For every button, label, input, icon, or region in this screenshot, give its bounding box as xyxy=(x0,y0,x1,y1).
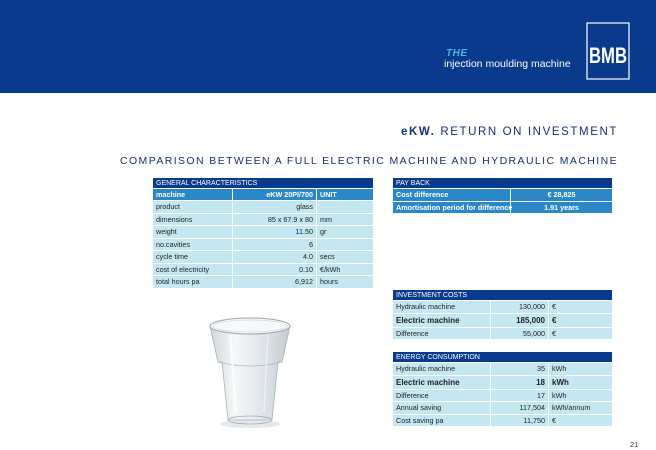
table-caption-row xyxy=(393,178,613,189)
row-label: product xyxy=(153,201,233,214)
row-label: Hydraulic machine xyxy=(393,363,491,376)
page-title xyxy=(401,126,618,138)
row-value: 35 xyxy=(491,363,549,376)
table-row xyxy=(393,201,613,214)
row-value: 185,000 xyxy=(491,313,549,327)
payback-table xyxy=(392,177,613,214)
row-unit xyxy=(317,238,374,251)
row-unit: kWh xyxy=(549,363,613,376)
bmb-logo xyxy=(586,22,630,80)
table-row xyxy=(393,301,613,314)
row-unit: € xyxy=(549,414,613,427)
bmb-logo-mark xyxy=(586,22,630,80)
row-value: 6,912 xyxy=(233,276,317,289)
row-label: Cost saving pa xyxy=(393,414,491,427)
table-row xyxy=(393,327,613,340)
row-unit: € xyxy=(549,313,613,327)
row-label: Cost difference xyxy=(393,189,511,202)
table-row xyxy=(153,201,374,214)
row-value: 130,000 xyxy=(491,301,549,314)
table-row xyxy=(393,363,613,376)
row-unit: kWh xyxy=(549,375,613,389)
table-row xyxy=(393,189,613,202)
cup-illustration xyxy=(200,312,300,430)
row-value: 0.10 xyxy=(233,263,317,276)
row-unit: kWh xyxy=(549,389,613,402)
table-row xyxy=(393,313,613,327)
row-label: Hydraulic machine xyxy=(393,301,491,314)
row-value: 4.0 xyxy=(233,251,317,264)
table-row xyxy=(393,375,613,389)
row-unit: hours xyxy=(317,276,374,289)
row-unit xyxy=(317,201,374,214)
investment-costs-table xyxy=(392,289,613,340)
row-label: dimensions xyxy=(153,213,233,226)
table-row xyxy=(393,389,613,402)
row-label: Electric machine xyxy=(393,313,491,327)
row-label: weight xyxy=(153,226,233,239)
header-band xyxy=(0,0,656,93)
row-unit: €/kWh xyxy=(317,263,374,276)
table-caption-row xyxy=(393,290,613,301)
tagline-the: THE xyxy=(446,48,468,59)
energy-consumption-table xyxy=(392,351,613,427)
page-title-bold: eKW. xyxy=(401,126,436,138)
table-caption: PAY BACK xyxy=(393,178,613,189)
row-value: 11.50 xyxy=(233,226,317,239)
row-unit: gr xyxy=(317,226,374,239)
table-row xyxy=(153,238,374,251)
table-header-row xyxy=(153,189,374,201)
table-row xyxy=(153,226,374,239)
row-label: Annual saving xyxy=(393,402,491,415)
table-caption: GENERAL CHARACTERISTICS xyxy=(153,178,374,189)
table-row xyxy=(393,402,613,415)
row-value: 6 xyxy=(233,238,317,251)
brand-tagline xyxy=(444,48,571,70)
general-characteristics-table xyxy=(152,177,374,289)
table-caption-row xyxy=(393,352,613,363)
column-header: UNIT xyxy=(317,189,374,201)
page-number: 21 xyxy=(630,440,639,449)
row-label: Difference xyxy=(393,389,491,402)
row-value: 11,750 xyxy=(491,414,549,427)
column-header: machine xyxy=(153,189,233,201)
logo-text: BMB xyxy=(589,43,627,68)
table-row xyxy=(153,251,374,264)
row-value: 1.91 years xyxy=(511,201,613,214)
row-unit: mm xyxy=(317,213,374,226)
row-unit: € xyxy=(549,327,613,340)
row-label: Amortisation period for difference xyxy=(393,201,511,214)
row-label: cost of electricity xyxy=(153,263,233,276)
table-caption: ENERGY CONSUMPTION xyxy=(393,352,613,363)
page-title-rest: RETURN ON INVESTMENT xyxy=(435,126,618,138)
table-row xyxy=(153,276,374,289)
row-value: 17 xyxy=(491,389,549,402)
row-value: 18 xyxy=(491,375,549,389)
row-unit: € xyxy=(549,301,613,314)
row-label: cycle time xyxy=(153,251,233,264)
plastic-cup-image xyxy=(200,312,300,430)
tagline-text: injection moulding machine xyxy=(444,58,571,70)
column-header: eKW 20PI/700 xyxy=(233,189,317,201)
row-label: Electric machine xyxy=(393,375,491,389)
row-value: glass xyxy=(233,201,317,214)
row-value: 117,504 xyxy=(491,402,549,415)
row-label: total hours pa xyxy=(153,276,233,289)
row-value: 85 x 67.9 x 80 xyxy=(233,213,317,226)
row-unit: secs xyxy=(317,251,374,264)
table-row xyxy=(393,414,613,427)
table-caption: INVESTMENT COSTS xyxy=(393,290,613,301)
table-row xyxy=(153,213,374,226)
table-caption-row xyxy=(153,178,374,189)
row-unit: kWh/annum xyxy=(549,402,613,415)
row-label: no.cavities xyxy=(153,238,233,251)
row-label: Difference xyxy=(393,327,491,340)
table-row xyxy=(153,263,374,276)
page-subtitle: COMPARISON BETWEEN A FULL ELECTRIC MACHINE AND HYDRAULIC MACHINE xyxy=(120,155,618,167)
row-value: € 28,825 xyxy=(511,189,613,202)
row-value: 55,000 xyxy=(491,327,549,340)
